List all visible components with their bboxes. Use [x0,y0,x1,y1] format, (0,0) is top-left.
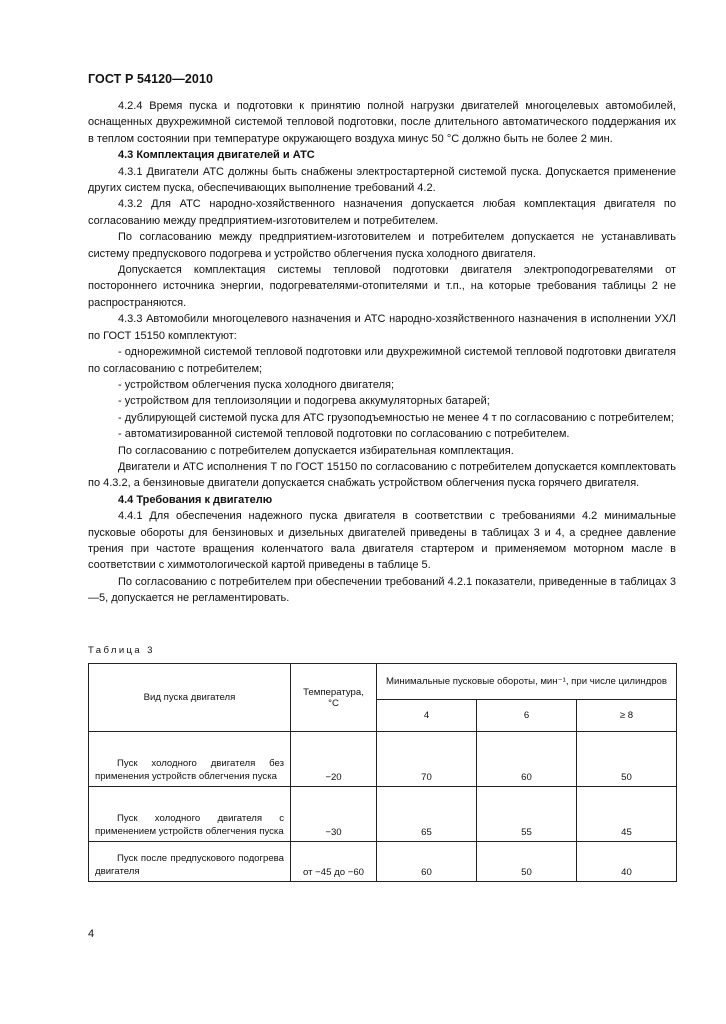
col-header-rpm-group: Минимальные пусковые обороты, мин⁻¹, при числе цилиндров [377,664,677,700]
cell-rpm-4: 65 [377,787,477,842]
cell-rpm-6: 55 [477,787,577,842]
cell-rpm-6: 60 [477,732,577,787]
cell-rpm-4: 60 [377,842,477,882]
cell-temperature: −20 [291,732,377,787]
col-header-mode: Вид пуска двигателя [89,664,291,732]
paragraph: 4.3.3 Автомобили многоцелевого назначения и АТС народно-хозяйственного назначения в исполнении УХЛ по ГОСТ 15150 комплектуют: [88,313,676,342]
paragraph: - автоматизированной системой тепловой подготовки по согласованию с потребителем. [118,428,570,441]
paragraph: По согласованию с потребителем при обеспечении требований 4.2.1 показатели, приведенные в таблицах 3—5, допускается не регламентировать. [88,575,676,605]
paragraph: - устройством облегчения пуска холодного двигателя; [118,378,394,391]
paragraph: - устройством для теплоизоляции и подогрева аккумуляторных батарей; [118,395,490,408]
paragraph: 4.3.1 Двигатели АТС должны быть снабжены электростартерной системой пуска. Допускается применение других систем пуска, обеспечивающих выполнение требований 4.2. [88,165,676,195]
paragraph: - однорежимной системой тепловой подготовки или двухрежимной системой тепловой подготовки двигателя по согласованию с потребителем; [88,346,676,375]
cell-rpm-6: 50 [477,842,577,882]
paragraph: 4.2.4 Время пуска и подготовки к принятию полной нагрузки двигателей многоцелевых автомобилей, оснащенных двухрежимной системой тепловой подготовки, после длительного автоматического поддержания их в теплом состоянии при температуре окружающего воздуха минус 50 °С должно быть не более 2 мин. [88,100,676,145]
cell-rpm-8: 40 [577,842,677,882]
cell-rpm-8: 50 [577,732,677,787]
col-header-cyl-8: ≥ 8 [577,700,677,732]
paragraph: - дублирующей системой пуска для АТС грузоподъемностью не менее 4 т по согласованию с потребителем; [118,411,674,424]
page-number: 4 [88,928,95,940]
section-heading: 4.4 Требования к двигателю [118,493,273,506]
paragraph: 4.3.2 Для АТС народно-хозяйственного назначения допускается любая комплектация двигателя по согласованию между предприятием-изготовителем и потребителем. [88,198,676,227]
cell-temperature: −30 [291,787,377,842]
cell-mode: Пуск после предпускового подогрева двигателя [89,842,291,882]
document-body [88,98,676,607]
table-row [89,732,677,787]
col-header-temperature: Температура, °С [291,664,377,732]
paragraph: По согласованию с потребителем допускается избирательная комплектация. [118,444,514,457]
table-3 [88,663,677,882]
cell-rpm-8: 45 [577,787,677,842]
table-row [89,842,677,882]
cell-temperature: от −45 до −60 [291,842,377,882]
table-row [89,787,677,842]
paragraph: По согласованию между предприятием-изготовителем и потребителем допускается не устанавливать систему предпускового подогрева и устройство облегчения пуска холодного двигателя. [88,231,676,260]
table-caption: Таблица 3 [88,645,155,656]
col-header-cyl-6: 6 [477,700,577,732]
cell-rpm-4: 70 [377,732,477,787]
cell-mode: Пуск холодного двигателя с применением устройств облегчения пуска [89,787,291,842]
paragraph: 4.4.1 Для обеспечения надежного пуска двигателя в соответствии с требованиями 4.2 минимальные пусковые обороты для бензиновых и дизельных двигателей приведены в таблицах 3 и 4, а среднее давление трения при частоте вращения коленчатого вала двигателя стартером и применяемом моторном масле в соответствии с химмотологической картой приведены в таблице 5. [88,510,676,572]
section-heading: 4.3 Комплектация двигателей и АТС [118,149,315,162]
document-header: ГОСТ Р 54120—2010 [88,72,214,86]
paragraph: Допускается комплектация системы тепловой подготовки двигателя электроподогревателями от постороннего источника энергии, подогревателями-отопителями и т.п., на которые требования таблицы 2 не распространяются. [88,264,676,309]
cell-mode: Пуск холодного двигателя без применения устройств облегчения пуска [89,732,291,787]
paragraph: Двигатели и АТС исполнения Т по ГОСТ 15150 по согласованию с потребителем допускается комплектовать по 4.3.2, а бензиновые двигатели допускается снабжать устройством облегчения пуска горячего двигателя. [88,460,676,490]
col-header-cyl-4: 4 [377,700,477,732]
